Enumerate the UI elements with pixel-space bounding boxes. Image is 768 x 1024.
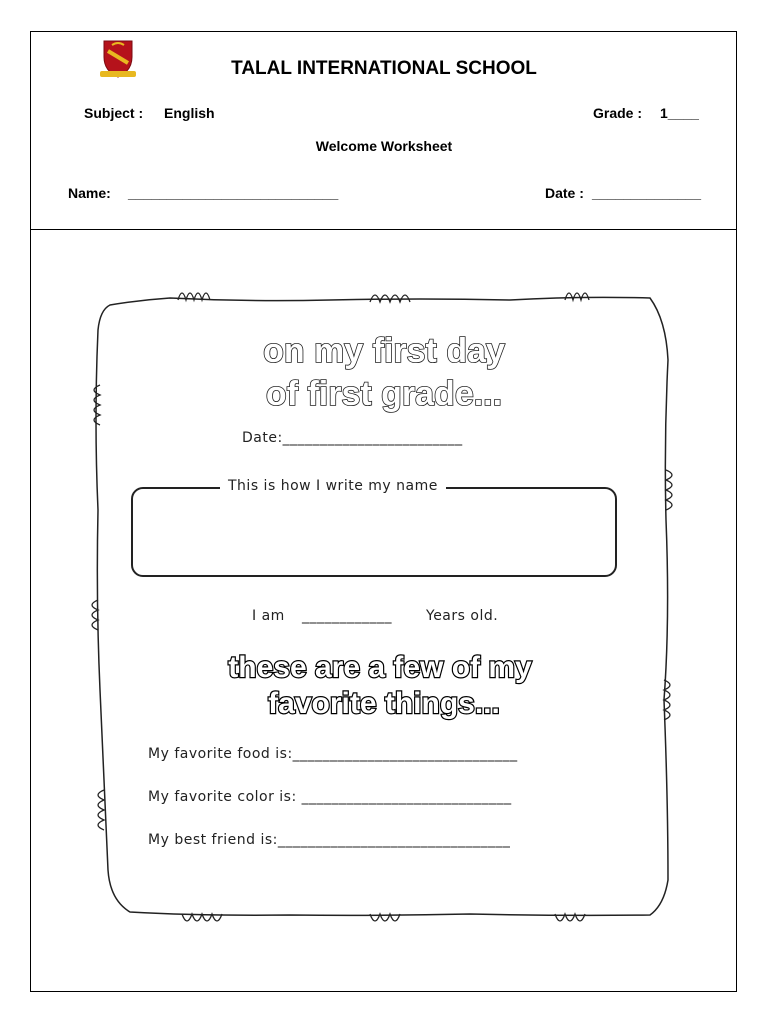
grade-label: Grade :: [593, 105, 643, 121]
favorites-line2: favorite things...: [268, 687, 500, 720]
age-blank: ____________: [302, 608, 392, 624]
best-friend-line: My best friend is:_______________________________: [148, 832, 511, 848]
favorite-food-line: My favorite food is:______________________________: [148, 746, 518, 762]
name-label: Name:: [68, 185, 111, 201]
favorite-color-line: My favorite color is: ____________________________: [148, 789, 512, 805]
subject-label: Subject :: [84, 105, 144, 121]
grade-value: 1____: [660, 105, 699, 121]
age-suffix: Years old.: [426, 608, 499, 624]
date-blank: ______________: [592, 185, 702, 201]
worksheet-title: Welcome Worksheet: [315, 138, 453, 154]
heading-line1: on my first day: [263, 332, 505, 370]
school-name: TALAL INTERNATIONAL SCHOOL: [231, 58, 537, 79]
heading-line2: of first grade...: [265, 375, 503, 413]
date-label: Date :: [545, 185, 584, 201]
name-box-label: This is how I write my name: [220, 478, 446, 494]
worksheet-date-line: Date:________________________: [242, 430, 463, 446]
name-writing-box[interactable]: [131, 487, 617, 577]
subject-value: English: [164, 105, 215, 121]
favorites-line1: these are a few of my: [228, 651, 532, 684]
age-prefix: I am: [252, 608, 285, 624]
name-blank: ___________________________: [128, 185, 339, 201]
